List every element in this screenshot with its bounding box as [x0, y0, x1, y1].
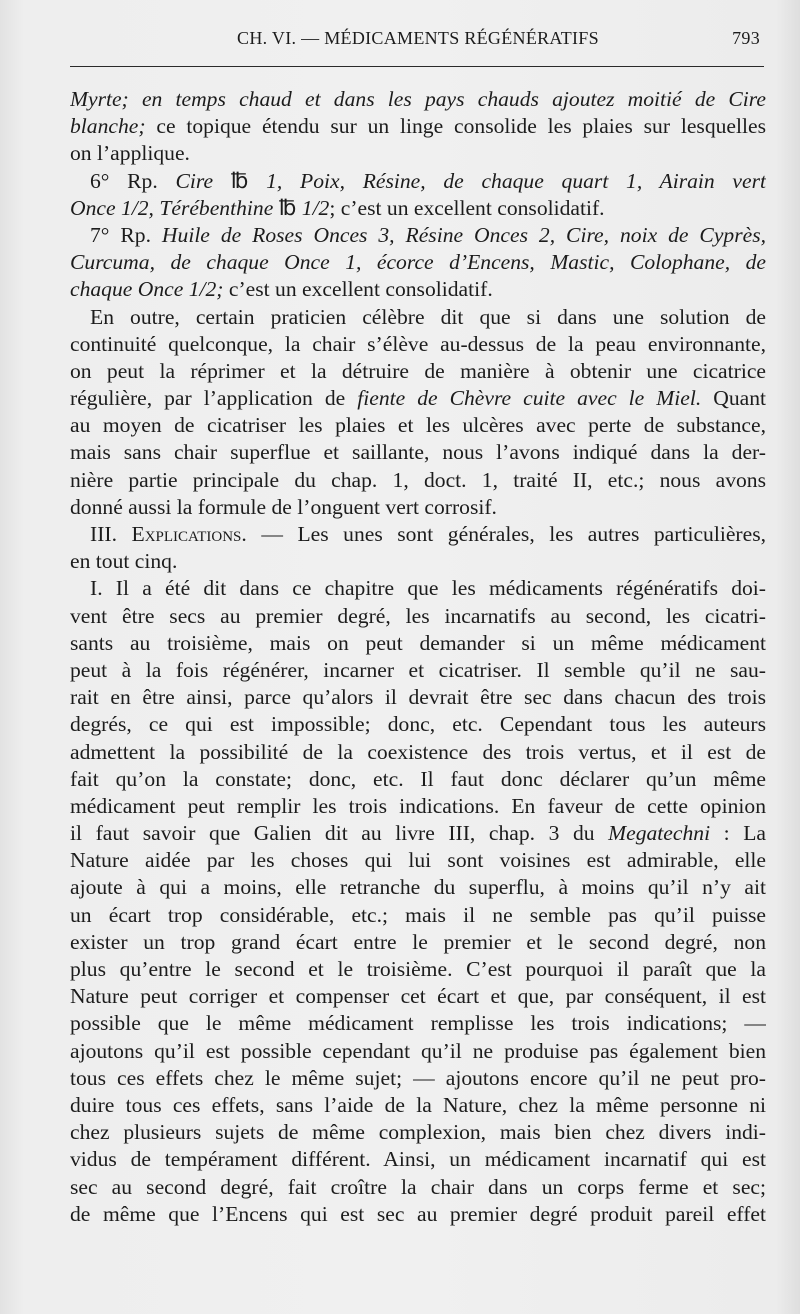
text-line [70, 711, 766, 738]
text-run: Huile de Roses Onces 3, Résine Onces 2, Cire, noix de Cyprès, [161, 222, 766, 247]
header-rule [70, 66, 764, 67]
text-line [70, 1065, 766, 1092]
text-run: sants au troisième, mais on peut demander si un même médicament [70, 630, 766, 655]
text-line [70, 249, 766, 276]
text-line [70, 385, 766, 412]
text-line [70, 521, 766, 548]
text-run: Once 1/2, Térébenthine [70, 195, 274, 220]
text-run: au moyen de cicatriser les plaies et les ulcères avec perte de substance, [70, 413, 766, 438]
text-run: continuité quelconque, la chair s’élève au-dessus de la peau environnante, [70, 331, 766, 356]
text-run: mais sans chair superflue et saillante, nous l’avons indiqué dans la der- [70, 440, 766, 465]
text-line [70, 657, 766, 684]
text-line [70, 956, 766, 983]
text-run: 6° Rp. [90, 168, 176, 193]
text-line [70, 874, 766, 901]
text-line [70, 467, 766, 494]
text-line [70, 793, 766, 820]
text-run: il faut savoir que Galien dit au livre III, chap. 3 du [70, 821, 609, 846]
text-run: En outre, certain praticien célèbre dit que si dans une solution de [90, 304, 766, 329]
text-run: de même que l’Encens qui est sec au premier degré produit pareil effet [70, 1201, 766, 1226]
text-run: Nature peut corriger et compenser cet écart et que, par conséquent, il est [70, 984, 766, 1009]
text-line [70, 575, 766, 602]
text-line [70, 222, 766, 249]
text-run: Cire [175, 168, 214, 193]
text-run: 7° Rp. [90, 222, 162, 247]
text-run: chaque Once 1/2; [70, 277, 224, 302]
text-run: exister un trop grand écart entre le premier et le second degré, non [70, 929, 766, 954]
text-run: peut à la fois régénérer, incarner et cicatriser. Il semble qu’il ne sau- [70, 657, 766, 682]
text-run: ce topique étendu sur un linge consolide les plaies sur lesquelles [145, 114, 766, 139]
text-line [70, 1038, 766, 1065]
text-run: duire tous ces effets, sans l’aide de la Nature, chez la même personne ni [70, 1092, 766, 1117]
body-text [70, 86, 766, 1228]
text-run: c’est un excellent consolidatif. [223, 277, 493, 302]
text-run: médicament peut remplir les trois indications. En faveur de cette opinion [70, 793, 766, 818]
text-line [70, 1201, 766, 1228]
text-run: on peut la réprimer et la détruire de manière à obtenir une cicatrice [70, 358, 766, 383]
text-line [70, 929, 766, 956]
text-run: admettent la possibilité de la coexistence des trois vertus, et il est de [70, 739, 766, 764]
text-line [70, 276, 766, 303]
text-line [70, 113, 766, 140]
text-run: rait en être ainsi, parce qu’alors il devrait être sec dans chacun des trois [70, 685, 766, 710]
text-run: ℔ [213, 168, 267, 193]
text-run: vent être secs au premier degré, les incarnatifs au second, les cicatri- [70, 603, 766, 628]
text-run: : La [710, 821, 766, 846]
text-line [70, 494, 766, 521]
text-run: possible que le même médicament remplisse les trois indications; — [70, 1011, 766, 1036]
text-run: nière partie principale du chap. 1, doct. 1, traité II, etc.; nous avons [70, 467, 766, 492]
text-run: sec au second degré, fait croître la chair dans un corps ferme et sec; [70, 1174, 766, 1199]
text-line [70, 902, 766, 929]
text-run: 1/2 [301, 195, 330, 220]
text-line [70, 331, 766, 358]
text-run: — Les unes sont générales, les autres particulières, [246, 522, 766, 546]
text-line [70, 548, 766, 575]
text-run: ; c’est un excellent consolidatif. [329, 195, 605, 220]
text-run: plus qu’entre le second et le troisième. C’est pourquoi il paraît que la [70, 957, 766, 981]
text-line [70, 304, 766, 331]
text-line [70, 439, 766, 466]
text-run: Explications. [131, 522, 247, 546]
text-run: en tout cinq. [70, 549, 178, 574]
text-run: fait qu’on la constate; donc, etc. Il faut donc déclarer qu’un même [70, 766, 766, 791]
text-run: un écart trop considérable, etc.; mais il ne semble pas qu’il puisse [70, 902, 766, 927]
text-line [70, 847, 766, 874]
text-line [70, 1010, 766, 1037]
text-run: Nature aidée par les choses qui lui sont voisines est admirable, elle [70, 848, 766, 873]
text-run: 1, Poix, Résine, de chaque quart 1, Airain vert [266, 168, 766, 193]
text-run: Quant [701, 386, 766, 411]
text-line [70, 684, 766, 711]
text-line [70, 195, 766, 222]
text-line [70, 1119, 766, 1146]
text-run: ajoutons qu’il est possible cependant qu’il ne produise pas également bien [70, 1038, 766, 1063]
text-line [70, 603, 766, 630]
text-line [70, 140, 766, 167]
text-line [70, 820, 766, 847]
text-line [70, 739, 766, 766]
text-run: ajoute à qui a moins, elle retranche du superflu, à moins qu’il n’y ait [70, 875, 766, 900]
text-run: on l’applique. [70, 141, 190, 166]
running-title: CH. VI. — MÉDICAMENTS RÉGÉNÉRATIFS [237, 28, 599, 48]
text-line [70, 1174, 766, 1201]
text-run: tous ces effets chez le même sujet; — ajoutons encore qu’il ne peut pro- [70, 1065, 766, 1090]
text-line [70, 412, 766, 439]
text-run: Myrte; en temps chaud et dans les pays chauds ajoutez moitié de Cire [70, 87, 766, 111]
text-run: Curcuma, de chaque Once 1, écorce d’Encens, Mastic, Colophane, de [70, 250, 766, 275]
text-line [70, 766, 766, 793]
text-run: régulière, par l’application de [70, 386, 358, 411]
text-run: III. [90, 522, 132, 546]
text-run: Megatechni [608, 821, 711, 846]
text-line [70, 86, 766, 113]
text-run: fiente de Chèvre cuite avec le Miel. [357, 386, 702, 411]
text-run: blanche; [70, 114, 146, 139]
text-run: I. Il a été dit dans ce chapitre que les médicaments régénératifs doi- [90, 576, 766, 601]
text-line [70, 168, 766, 195]
text-run: chez plusieurs sujets de même complexion, mais bien chez divers indi- [70, 1120, 766, 1145]
text-run: donné aussi la formule de l’onguent vert corrosif. [70, 494, 497, 519]
text-run: vidus de tempérament différent. Ainsi, un médicament incarnatif qui est [70, 1147, 766, 1172]
text-line [70, 630, 766, 657]
text-line [70, 1146, 766, 1173]
running-head [70, 28, 766, 58]
page-number: 793 [732, 28, 760, 48]
text-line [70, 1092, 766, 1119]
text-run: degrés, ce qui est impossible; donc, etc. Cependant tous les auteurs [70, 712, 766, 737]
text-run: ℔ [273, 195, 302, 220]
text-line [70, 983, 766, 1010]
text-line [70, 358, 766, 385]
